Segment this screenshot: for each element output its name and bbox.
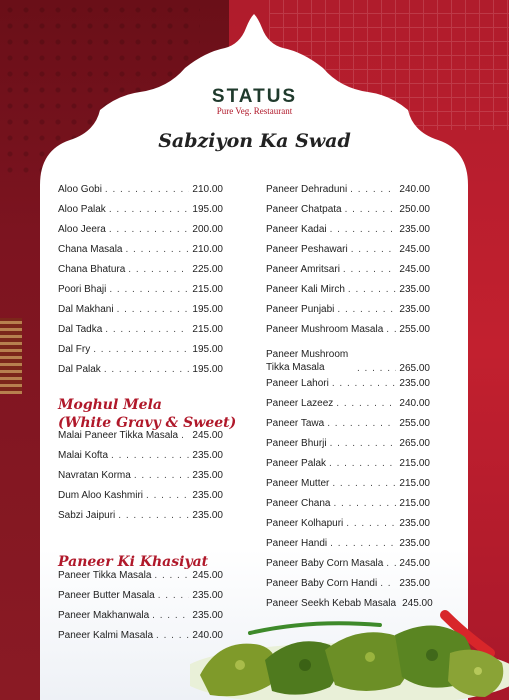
leader-dots <box>332 478 396 489</box>
leader-dots <box>327 418 396 429</box>
page-title: Sabziyon Ka Swad <box>158 130 351 152</box>
leader-dots <box>330 538 396 549</box>
item-name: Malai Kofta <box>58 450 109 461</box>
menu-item <box>58 184 223 204</box>
menu-item <box>58 204 223 224</box>
leader-dots <box>117 304 190 315</box>
item-name: Paneer Kolhapuri <box>266 518 344 529</box>
item-price: 235.00 <box>399 578 430 589</box>
item-price: 245.00 <box>399 558 430 569</box>
item-price: 240.00 <box>399 398 430 409</box>
item-price: 210.00 <box>192 184 223 195</box>
item-name: Paneer Tawa <box>266 418 325 429</box>
menu-item <box>58 284 223 304</box>
item-price: 200.00 <box>192 224 223 235</box>
item-name: Navratan Korma <box>58 470 131 481</box>
leader-dots <box>332 378 397 389</box>
item-name: Paneer Lahori <box>266 378 329 389</box>
item-name: Aloo Jeera <box>58 224 106 235</box>
menu-item <box>58 510 223 530</box>
item-price: 210.00 <box>192 244 223 255</box>
item-price: 235.00 <box>192 470 223 481</box>
leader-dots <box>104 364 190 375</box>
item-price: 235.00 <box>399 304 430 315</box>
leader-dots <box>181 430 189 441</box>
item-price: 240.00 <box>192 630 223 641</box>
brand-tagline: Pure Veg. Restaurant <box>216 106 293 116</box>
menu-item <box>266 304 430 324</box>
menu-item <box>266 578 430 598</box>
item-name: Sabzi Jaipuri <box>58 510 116 521</box>
leader-dots <box>346 518 396 529</box>
item-name: Poori Bhaji <box>58 284 107 295</box>
item-price: 235.00 <box>192 590 223 601</box>
menu-item <box>266 284 430 304</box>
menu-item <box>266 204 430 224</box>
menu-column-right <box>266 184 433 618</box>
leader-dots <box>330 438 397 449</box>
item-name: Paneer Punjabi <box>266 304 335 315</box>
leader-dots <box>109 284 189 295</box>
item-price: 215.00 <box>399 498 430 509</box>
leader-dots <box>111 450 189 461</box>
section-title-line: (White Gravy & Sweet) <box>58 415 237 431</box>
item-name: Paneer Lazeez <box>266 398 334 409</box>
item-name: Paneer Tikka Masala <box>58 570 152 581</box>
leader-dots <box>336 398 396 409</box>
menu-item <box>58 264 223 284</box>
menu-item <box>266 398 430 418</box>
item-price: 255.00 <box>399 324 430 335</box>
item-name: Paneer Palak <box>266 458 327 469</box>
leader-dots <box>329 458 396 469</box>
item-name: Paneer Mushroom Masala <box>266 324 384 335</box>
item-name: Paneer Dehraduni <box>266 184 348 195</box>
item-name: Paneer Kalmi Masala <box>58 630 154 641</box>
item-price: 215.00 <box>192 324 223 335</box>
leader-dots <box>105 324 189 335</box>
item-price: 215.00 <box>192 284 223 295</box>
item-name: Malai Paneer Tikka Masala <box>58 430 179 441</box>
menu-item <box>266 458 430 478</box>
leader-dots <box>350 184 396 195</box>
leader-dots <box>152 610 189 621</box>
menu-column-left-top <box>58 184 223 384</box>
item-name: Aloo Gobi <box>58 184 102 195</box>
item-price: 215.00 <box>399 478 430 489</box>
item-price: 240.00 <box>399 184 430 195</box>
leader-dots <box>386 324 396 335</box>
menu-item <box>266 344 430 378</box>
leader-dots <box>386 558 396 569</box>
item-name: Dal Fry <box>58 344 91 355</box>
leader-dots <box>154 570 189 581</box>
section-title-paneer-ki-khasiyat: Paneer Ki Khasiyat <box>58 554 209 570</box>
item-price: 235.00 <box>399 378 430 389</box>
menu-item <box>266 538 430 558</box>
item-price: 235.00 <box>192 510 223 521</box>
item-price: 195.00 <box>192 304 223 315</box>
leader-dots <box>330 224 397 235</box>
menu-item <box>58 450 223 470</box>
leader-dots <box>128 264 189 275</box>
item-name: Paneer Baby Corn Handi <box>266 578 378 589</box>
menu-item <box>266 518 430 538</box>
menu-item <box>266 558 430 578</box>
item-price: 255.00 <box>399 418 430 429</box>
item-name: Paneer Kali Mirch <box>266 284 345 295</box>
menu-item <box>58 344 223 364</box>
item-name: Aloo Palak <box>58 204 106 215</box>
item-price: 235.00 <box>399 518 430 529</box>
item-price: 245.00 <box>192 430 223 441</box>
leader-dots <box>158 590 190 601</box>
paneer-dish-image <box>190 605 509 700</box>
menu-item <box>266 324 430 344</box>
menu-item <box>266 378 430 398</box>
item-name: Paneer Kadai <box>266 224 327 235</box>
menu-item <box>266 224 430 244</box>
item-name: Paneer Chatpata <box>266 204 342 215</box>
item-name: Paneer Handi <box>266 538 328 549</box>
item-name: Paneer Chana <box>266 498 331 509</box>
item-price: 245.00 <box>399 244 430 255</box>
item-price: 235.00 <box>399 538 430 549</box>
item-name: Paneer Butter Masala <box>58 590 155 601</box>
leader-dots <box>380 578 396 589</box>
leader-dots <box>345 204 397 215</box>
item-name: Paneer Amritsari <box>266 264 340 275</box>
item-name: Dum Aloo Kashmiri <box>58 490 144 501</box>
item-price: 195.00 <box>192 344 223 355</box>
menu-item <box>58 244 223 264</box>
item-name: Paneer Makhanwala <box>58 610 150 621</box>
menu-item <box>58 570 223 590</box>
leader-dots <box>93 344 189 355</box>
restaurant-logo <box>0 86 509 116</box>
item-price: 245.00 <box>192 570 223 581</box>
leader-dots <box>125 244 189 255</box>
menu-item <box>266 264 430 284</box>
leader-dots <box>146 490 189 501</box>
leader-dots <box>134 470 190 481</box>
leader-dots <box>118 510 189 521</box>
menu-item <box>266 478 430 498</box>
item-name: Chana Masala <box>58 244 123 255</box>
leader-dots <box>357 363 396 374</box>
menu-item <box>266 418 430 438</box>
leader-dots <box>109 224 190 235</box>
leader-dots <box>348 284 396 295</box>
item-name: Chana Bhatura <box>58 264 126 275</box>
item-price: 245.00 <box>399 264 430 275</box>
item-price: 195.00 <box>192 204 223 215</box>
menu-item <box>266 244 430 264</box>
item-price: 235.00 <box>192 490 223 501</box>
menu-item <box>58 224 223 244</box>
leader-dots <box>343 264 396 275</box>
leader-dots <box>109 204 190 215</box>
item-price: 195.00 <box>192 364 223 375</box>
item-name: Dal Tadka <box>58 324 103 335</box>
menu-item <box>58 304 223 324</box>
leader-dots <box>337 304 396 315</box>
section-title-line: Moghul Mela <box>58 397 162 413</box>
item-price: 245.00 <box>402 598 433 609</box>
item-price: 250.00 <box>399 204 430 215</box>
item-name: Paneer Mutter <box>266 478 330 489</box>
item-name: Paneer Peshawari <box>266 244 348 255</box>
item-price: 215.00 <box>399 458 430 469</box>
menu-item <box>266 184 430 204</box>
item-price: 235.00 <box>399 284 430 295</box>
item-price: 235.00 <box>192 610 223 621</box>
leader-dots <box>156 630 189 641</box>
item-price: 235.00 <box>399 224 430 235</box>
item-price: 265.00 <box>399 363 430 374</box>
menu-item <box>58 430 223 450</box>
item-price: 265.00 <box>399 438 430 449</box>
item-price: 235.00 <box>192 450 223 461</box>
menu-item <box>266 438 430 458</box>
brand-name: STATUS <box>211 86 298 107</box>
menu-column-moghul-mela <box>58 430 223 530</box>
menu-item <box>58 324 223 344</box>
item-name: Dal Palak <box>58 364 101 375</box>
item-name: Paneer Baby Corn Masala <box>266 558 384 569</box>
item-name: Dal Makhani <box>58 304 114 315</box>
item-price: 225.00 <box>192 264 223 275</box>
menu-item <box>58 364 223 384</box>
item-name: Paneer Bhurji <box>266 438 327 449</box>
leader-dots <box>105 184 189 195</box>
menu-item <box>58 470 223 490</box>
leader-dots <box>351 244 397 255</box>
menu-item <box>58 490 223 510</box>
item-name: Paneer Mushroom Tikka Masala <box>266 349 349 373</box>
menu-item <box>266 498 430 518</box>
item-name: Paneer Seekh Kebab Masala <box>266 598 397 609</box>
leader-dots <box>334 498 397 509</box>
section-title-moghul-mela <box>58 396 236 432</box>
